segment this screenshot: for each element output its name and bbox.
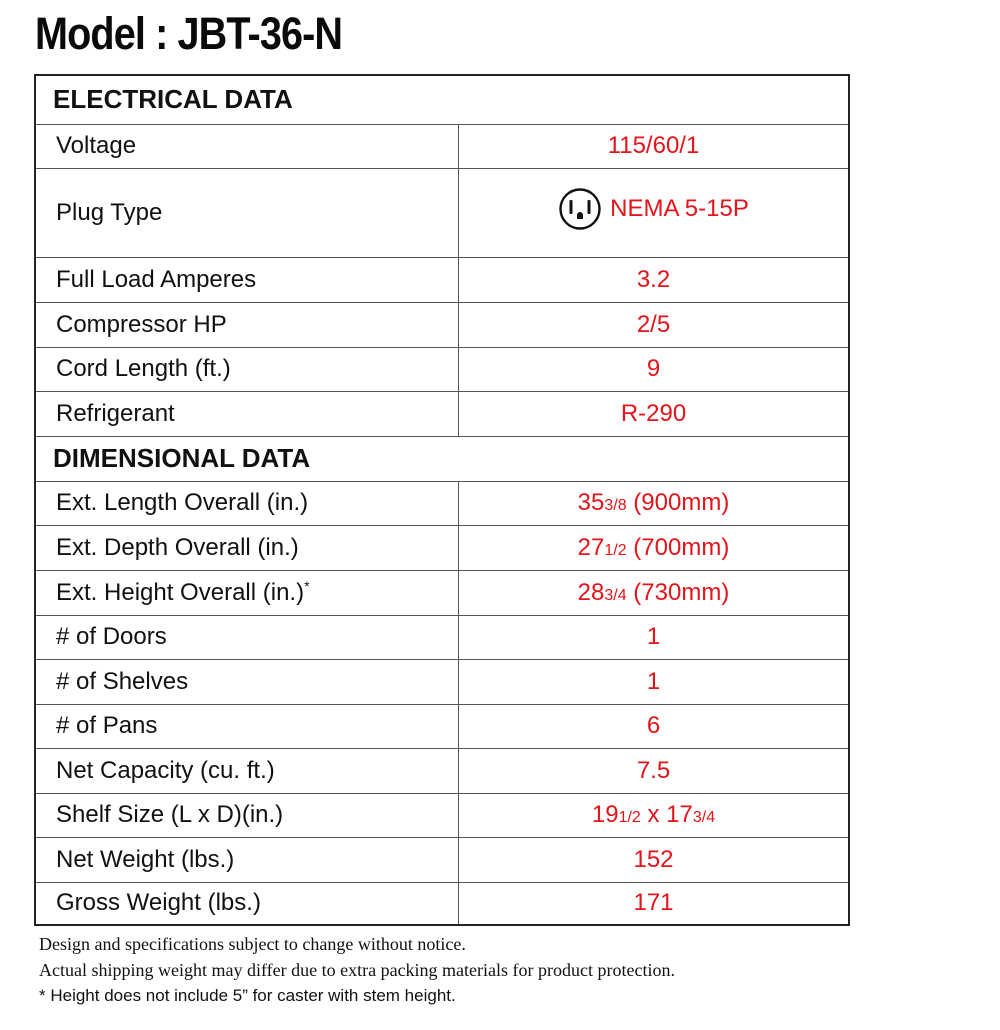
- table-row: [35, 659, 849, 704]
- row-label: Plug Type: [35, 168, 459, 257]
- value-fraction: 3/4: [604, 586, 627, 604]
- shipping-weight-note: Actual shipping weight may differ due to extra packing materials for product protection.: [39, 960, 675, 980]
- value-fraction: 1/2: [604, 541, 627, 559]
- row-label: Refrigerant: [35, 391, 459, 436]
- table-row: [35, 257, 849, 302]
- row-value: R-290: [459, 391, 850, 436]
- table-row: [35, 748, 849, 793]
- label-text: Ext. Height Overall (in.): [56, 579, 305, 606]
- row-value: 1: [459, 659, 850, 704]
- row-value: 1: [459, 615, 850, 659]
- value-separator: x: [640, 801, 667, 828]
- footnote-mark: *: [304, 578, 310, 594]
- table-row: [35, 391, 849, 436]
- section-header-electrical: [35, 75, 849, 124]
- row-value: 115/60/1: [459, 124, 850, 168]
- row-label: [35, 570, 459, 615]
- row-label: Compressor HP: [35, 302, 459, 347]
- value-whole: 19: [591, 801, 619, 828]
- row-value: [459, 793, 850, 837]
- row-value: 7.5: [459, 748, 850, 793]
- row-value: [459, 570, 850, 615]
- row-value: 6: [459, 704, 850, 748]
- row-label: # of Shelves: [35, 659, 459, 704]
- row-label: Net Weight (lbs.): [35, 837, 459, 882]
- value-whole: 27: [577, 533, 605, 561]
- value-fraction: 3/8: [604, 497, 627, 514]
- row-value: 171: [459, 882, 850, 925]
- model-title: Model : JBT-36-N: [35, 8, 343, 59]
- spec-table: [34, 74, 850, 926]
- row-label: Net Capacity (cu. ft.): [35, 748, 459, 793]
- table-row: [35, 124, 849, 168]
- height-footnote: * Height does not include 5” for caster with stem height.: [39, 986, 456, 1005]
- row-label: # of Pans: [35, 704, 459, 748]
- table-row: [35, 837, 849, 882]
- value-fraction: 1/2: [618, 809, 641, 826]
- table-row: [35, 704, 849, 748]
- value-whole: 17: [666, 801, 693, 828]
- table-row: [35, 615, 849, 659]
- value-whole: 28: [577, 578, 605, 606]
- plug-type-text: NEMA 5-15P: [610, 195, 749, 222]
- table-row: [35, 168, 849, 257]
- row-value: [459, 168, 850, 257]
- value-whole: 35: [577, 489, 605, 516]
- table-row: [35, 793, 849, 837]
- nema-plug-icon: [558, 187, 602, 231]
- section-title: ELECTRICAL DATA: [35, 75, 849, 124]
- row-value: 3.2: [459, 257, 850, 302]
- row-value: [459, 525, 850, 570]
- row-label: Full Load Amperes: [35, 257, 459, 302]
- section-header-dimensional: [35, 436, 849, 481]
- value-fraction: 3/4: [692, 809, 716, 826]
- table-row: [35, 347, 849, 391]
- value-metric: (700mm): [626, 533, 730, 561]
- value-metric: (900mm): [626, 489, 730, 516]
- row-value: 2/5: [459, 302, 850, 347]
- section-title: DIMENSIONAL DATA: [35, 436, 849, 481]
- row-label: Cord Length (ft.): [35, 347, 459, 391]
- row-value: [459, 481, 850, 525]
- table-row: [35, 302, 849, 347]
- table-row: [35, 882, 849, 925]
- disclaimer-note: Design and specifications subject to change without notice.: [39, 934, 466, 954]
- table-row: [35, 570, 849, 615]
- row-value: 9: [459, 347, 850, 391]
- row-label: Ext. Length Overall (in.): [35, 481, 459, 525]
- table-row: [35, 525, 849, 570]
- row-label: # of Doors: [35, 615, 459, 659]
- row-value: 152: [459, 837, 850, 882]
- table-row: [35, 481, 849, 525]
- row-label: Shelf Size (L x D)(in.): [35, 793, 459, 837]
- row-label: Voltage: [35, 124, 459, 168]
- value-metric: (730mm): [626, 578, 730, 606]
- row-label: Gross Weight (lbs.): [35, 882, 459, 925]
- row-label: Ext. Depth Overall (in.): [35, 525, 459, 570]
- footnotes: [39, 931, 675, 1009]
